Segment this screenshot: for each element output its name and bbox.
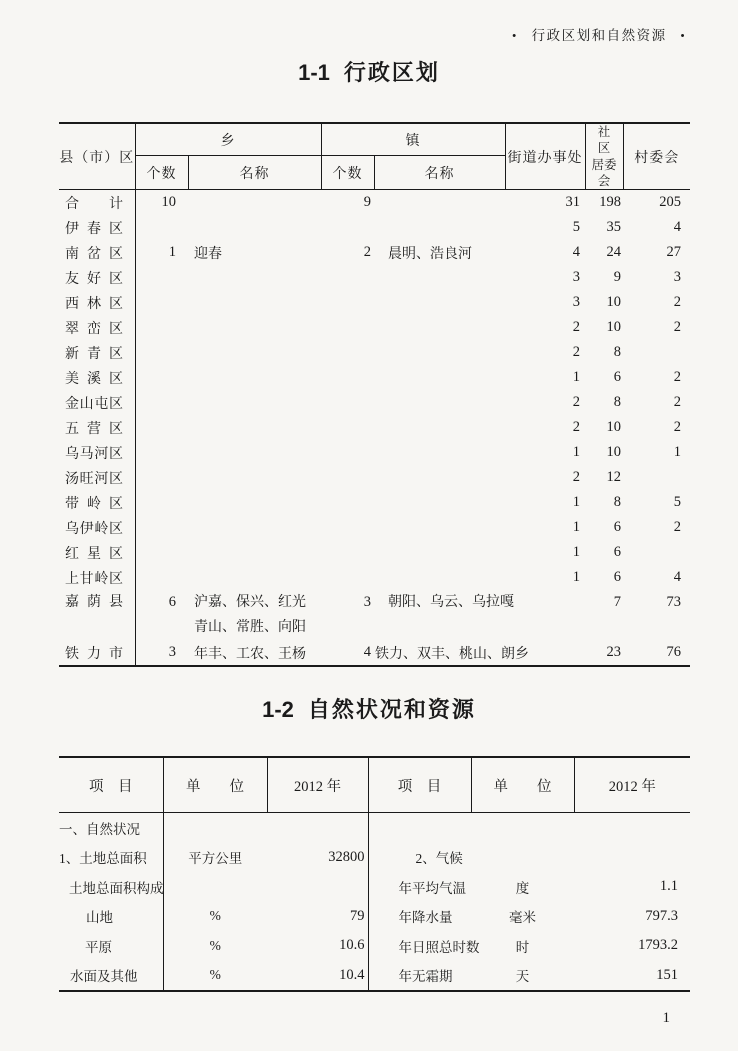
- unit-cell-left: 平方公里: [188, 851, 243, 867]
- xiang-count-cell: [135, 340, 188, 365]
- village-committees-cell: 5: [673, 494, 681, 510]
- street-offices-cell: 2: [572, 344, 580, 360]
- street-offices-cell: 2: [572, 319, 580, 335]
- region-cell: [59, 340, 135, 365]
- street-offices-cell: 1: [572, 444, 580, 460]
- table-row: [59, 961, 690, 992]
- community-committees-cell: 6: [613, 519, 621, 535]
- value-cell-right: 797.3: [645, 907, 678, 924]
- unit-cell-left: %: [209, 937, 221, 953]
- xiang-count-cell: 3: [168, 644, 176, 660]
- section-number: 1-1: [298, 60, 330, 85]
- zhen-names-cell: [374, 465, 505, 490]
- zhen-names-cell: [374, 515, 505, 540]
- community-committees-cell: 6: [613, 569, 621, 585]
- street-offices-cell: 3: [572, 294, 580, 310]
- section-title-1-1: [0, 56, 738, 87]
- street-offices-cell: 3: [572, 269, 580, 285]
- region-name: 红星区: [65, 546, 123, 562]
- running-head: [0, 24, 686, 44]
- value-cell-right: [574, 813, 690, 843]
- street-offices-cell: 1: [572, 544, 580, 560]
- region-cell: [59, 565, 135, 590]
- village-committees-cell: 4: [673, 569, 681, 585]
- zhen-names-cell: 铁力、双丰、桃山、朗乡: [375, 646, 529, 662]
- zhen-count-cell: [321, 365, 374, 390]
- xiang-names-cell: [188, 540, 321, 565]
- zhen-names-cell: [374, 265, 505, 290]
- col-header-year-right: 2012 年: [574, 757, 690, 813]
- village-committees-cell: 2: [673, 369, 681, 385]
- item-cell-right: 年平均气温: [398, 880, 466, 896]
- xiang-count-cell: [135, 490, 188, 515]
- xiang-count-cell: [135, 215, 188, 240]
- col-header-xiang-group: 乡: [135, 123, 321, 156]
- community-committees-cell: 7: [613, 594, 621, 610]
- region-name: 翠峦区: [65, 321, 123, 337]
- region-name: 美溪区: [65, 371, 123, 387]
- item-cell-left: 水面及其他: [59, 961, 163, 992]
- zhen-names-cell: [374, 365, 505, 390]
- community-committees-cell: 35: [606, 219, 621, 235]
- zhen-count-cell: [321, 415, 374, 440]
- zhen-count-cell: [321, 490, 374, 515]
- table-row: [59, 190, 690, 216]
- zhen-names-cell: [374, 565, 505, 590]
- xiang-count-cell: 6: [168, 594, 176, 610]
- value-cell-left: 10.4: [267, 961, 368, 992]
- zhen-names-cell: [374, 340, 505, 365]
- region-name: 金山屯区: [65, 396, 123, 412]
- region-name: 五营区: [65, 421, 123, 437]
- value-cell-left: [267, 813, 368, 843]
- village-committees-cell: 27: [666, 244, 681, 260]
- xiang-names-cell: [188, 365, 321, 390]
- region-cell: [59, 390, 135, 415]
- village-committees-cell: 2: [673, 419, 681, 435]
- community-committees-cell: 10: [606, 444, 621, 460]
- col-header-village-committees: 村委会: [623, 123, 690, 190]
- zhen-names-cell: 朝阳、乌云、乌拉嘎: [388, 595, 514, 610]
- village-committees-cell: [623, 340, 690, 365]
- table-row: [59, 843, 690, 873]
- region-name: 汤旺河区: [65, 471, 123, 487]
- col-header-unit-right: 单 位: [471, 757, 574, 813]
- region-cell: [59, 515, 135, 540]
- table-row: [59, 440, 690, 465]
- region-name: 上甘岭区: [65, 571, 123, 587]
- region-cell: [59, 265, 135, 290]
- unit-cell-left: [163, 813, 267, 843]
- table-row: [59, 813, 690, 843]
- street-offices-cell: 2: [572, 469, 580, 485]
- community-header-line1: 社 区: [597, 125, 623, 156]
- table-row: [59, 340, 690, 365]
- table-row: [59, 465, 690, 490]
- xiang-names-cell: [188, 415, 321, 440]
- zhen-count-cell: [321, 515, 374, 540]
- value-cell-left: [267, 872, 368, 902]
- village-committees-cell: 76: [666, 644, 681, 660]
- region-name: 乌马河区: [65, 446, 123, 462]
- xiang-count-cell: [135, 290, 188, 315]
- value-cell-right: 1.1: [659, 878, 678, 895]
- community-committees-cell: 8: [613, 344, 621, 360]
- xiang-names-cell: [188, 215, 321, 240]
- xiang-names-cell: [188, 340, 321, 365]
- right-dot-icon: •: [680, 30, 686, 42]
- village-committees-cell: 2: [673, 519, 681, 535]
- region-name: 铁力市: [65, 646, 123, 662]
- region-name: 友好区: [65, 271, 123, 287]
- zhen-names-cell: 晨明、浩良河: [388, 246, 472, 262]
- xiang-names-cell: [188, 190, 321, 216]
- xiang-count-cell: [135, 465, 188, 490]
- xiang-count-cell: [135, 565, 188, 590]
- table-row: [59, 590, 690, 640]
- region-name: 伊春区: [65, 221, 123, 237]
- zhen-count-cell: 2: [363, 244, 371, 260]
- xiang-count-cell: 1: [168, 244, 176, 260]
- village-committees-cell: 4: [673, 219, 681, 235]
- table-row: [59, 490, 690, 515]
- xiang-names-cell: [188, 565, 321, 590]
- region-cell: [59, 465, 135, 490]
- left-dot-icon: •: [512, 30, 518, 42]
- col-header-zhen-group: 镇: [321, 123, 505, 156]
- xiang-count-cell: [135, 265, 188, 290]
- community-committees-cell: 24: [606, 244, 621, 260]
- table-row: [59, 931, 690, 961]
- region-name: 新青区: [65, 346, 123, 362]
- region-name: 南岔区: [65, 246, 123, 262]
- region-cell: [59, 365, 135, 390]
- section-title-1-2: [0, 693, 738, 724]
- region-cell: [59, 315, 135, 340]
- section-number: 1-2: [262, 697, 294, 722]
- item-cell-left: 平原: [59, 931, 163, 961]
- col-header-street-offices: 街道办事处: [505, 123, 585, 190]
- street-offices-cell: [505, 590, 585, 640]
- item-cell-right: [368, 813, 471, 843]
- zhen-count-cell: [321, 390, 374, 415]
- village-committees-cell: 2: [673, 394, 681, 410]
- section-name: 自然状况和资源: [307, 697, 476, 722]
- zhen-names-cell: [374, 440, 505, 465]
- zhen-names-cell: [374, 540, 505, 565]
- col-header-year-left: 2012 年: [267, 757, 368, 813]
- unit-cell-left: %: [209, 967, 221, 983]
- region-name: 嘉荫县: [65, 595, 123, 610]
- unit-cell-right: 时: [515, 939, 530, 955]
- community-committees-cell: 6: [613, 544, 621, 560]
- zhen-count-cell: [321, 290, 374, 315]
- unit-cell-left: [163, 872, 267, 902]
- region-cell: [59, 415, 135, 440]
- community-committees-cell: 12: [606, 469, 621, 485]
- community-committees-cell: 23: [606, 644, 621, 660]
- zhen-count-cell: [321, 565, 374, 590]
- xiang-count-cell: [135, 540, 188, 565]
- table-row: [59, 415, 690, 440]
- village-committees-cell: [623, 540, 690, 565]
- value-cell-left: 10.6: [267, 931, 368, 961]
- village-committees-cell: [623, 465, 690, 490]
- item-cell-left: 一、自然状况: [59, 813, 163, 843]
- region-cell: [59, 490, 135, 515]
- col-header-xiang-names: 名称: [188, 156, 321, 190]
- col-header-zhen-names: 名称: [374, 156, 505, 190]
- xiang-count-cell: [135, 415, 188, 440]
- village-committees-cell: 3: [673, 269, 681, 285]
- community-committees-cell: 8: [613, 394, 621, 410]
- street-offices-cell: 1: [572, 519, 580, 535]
- section-name: 行政区划: [343, 60, 440, 85]
- table-row: [59, 290, 690, 315]
- street-offices-cell: 1: [572, 369, 580, 385]
- col-header-unit-left: 单 位: [163, 757, 267, 813]
- zhen-names-cell: [374, 315, 505, 340]
- page-number: 1: [662, 1010, 670, 1026]
- value-cell-right: 1793.2: [638, 937, 678, 954]
- zhen-count-cell: [321, 215, 374, 240]
- table-row: [59, 902, 690, 932]
- unit-cell-right: 毫米: [509, 910, 536, 926]
- xiang-count-cell: [135, 315, 188, 340]
- zhen-count-cell: [321, 265, 374, 290]
- table-row: [59, 640, 690, 666]
- zhen-names-cell: [374, 290, 505, 315]
- community-committees-cell: 10: [606, 419, 621, 435]
- region-cell: [59, 190, 135, 216]
- item-cell-left: 1、土地总面积: [59, 843, 163, 873]
- zhen-count-cell: [321, 540, 374, 565]
- table-row: [59, 540, 690, 565]
- unit-cell-right: 度: [515, 880, 530, 896]
- community-committees-cell: 9: [613, 269, 621, 285]
- zhen-count-cell: [321, 440, 374, 465]
- zhen-names-cell: [374, 490, 505, 515]
- table-row: [59, 390, 690, 415]
- xiang-names-cell: [188, 515, 321, 540]
- xiang-count-cell: [135, 440, 188, 465]
- region-cell: [59, 440, 135, 465]
- value-cell-right: 151: [656, 966, 678, 983]
- region-name: 带岭区: [65, 496, 123, 512]
- xiang-names-cell: [188, 490, 321, 515]
- xiang-count-cell: [135, 365, 188, 390]
- street-offices-cell: 2: [572, 419, 580, 435]
- region-name: 西林区: [65, 296, 123, 312]
- xiang-names-cell: [188, 265, 321, 290]
- zhen-count-cell: [321, 465, 374, 490]
- col-header-item-right: 项 目: [368, 757, 471, 813]
- region-cell: [59, 240, 135, 265]
- xiang-count-cell: [135, 515, 188, 540]
- table-row: [59, 365, 690, 390]
- table-row: [59, 565, 690, 590]
- value-cell-left: 79: [267, 902, 368, 932]
- region-cell: [59, 590, 135, 640]
- zhen-count-cell: 9: [363, 194, 371, 210]
- region-cell: [59, 215, 135, 240]
- table-row: [59, 515, 690, 540]
- zhen-count-cell: 3: [363, 594, 371, 610]
- street-offices-cell: 4: [572, 244, 580, 260]
- value-cell-left: 32800: [267, 843, 368, 873]
- street-offices-cell: 5: [572, 219, 580, 235]
- item-cell-right: 年无霜期: [398, 969, 453, 985]
- region-name: 乌伊岭区: [65, 521, 123, 537]
- xiang-count-cell: 10: [161, 194, 176, 210]
- street-offices-cell: 2: [572, 394, 580, 410]
- zhen-count-cell: [321, 340, 374, 365]
- village-committees-cell: 1: [673, 444, 681, 460]
- admin-divisions-table: [59, 122, 690, 667]
- street-offices-cell: 31: [565, 194, 580, 210]
- unit-cell-right: [471, 843, 574, 873]
- item-cell-left: 土地总面积构成: [59, 872, 163, 902]
- xiang-names-cell: [188, 465, 321, 490]
- col-header-community-committees: [585, 123, 623, 190]
- community-committees-cell: 6: [613, 369, 621, 385]
- street-offices-cell: 1: [572, 494, 580, 510]
- zhen-names-cell: [374, 415, 505, 440]
- xiang-names-cell: [188, 390, 321, 415]
- item-cell-left: 山地: [59, 902, 163, 932]
- table-row: [59, 265, 690, 290]
- region-cell: [59, 640, 135, 666]
- community-header-line2: 居委会: [591, 157, 617, 188]
- item-cell-right: 年日照总时数: [398, 939, 480, 955]
- zhen-count-cell: 4: [363, 644, 371, 660]
- value-cell-right: [574, 843, 690, 873]
- zhen-names-cell: [374, 190, 505, 216]
- item-cell-right: 年降水量: [398, 910, 453, 926]
- street-offices-cell: 1: [572, 569, 580, 585]
- unit-cell-left: %: [209, 908, 221, 924]
- running-head-text: 行政区划和自然资源: [531, 28, 667, 43]
- village-committees-cell: 205: [659, 194, 681, 210]
- community-committees-cell: 8: [613, 494, 621, 510]
- item-cell-right: 2、气候: [415, 851, 463, 867]
- xiang-count-cell: [135, 390, 188, 415]
- community-committees-cell: 198: [599, 194, 621, 210]
- village-committees-cell: 2: [673, 294, 681, 310]
- zhen-names-cell: [374, 215, 505, 240]
- table-row: [59, 315, 690, 340]
- table-row: [59, 240, 690, 265]
- xiang-names-cell: 沪嘉、保兴、红光 青山、常胜、向阳: [194, 595, 306, 635]
- community-committees-cell: 10: [606, 319, 621, 335]
- col-header-region: 县（市）区: [59, 123, 135, 190]
- table-row: [59, 872, 690, 902]
- region-cell: [59, 290, 135, 315]
- col-header-zhen-count: 个数: [321, 156, 374, 190]
- unit-cell-right: 天: [515, 969, 530, 985]
- xiang-names-cell: 年丰、工农、王杨: [194, 646, 306, 662]
- col-header-xiang-count: 个数: [135, 156, 188, 190]
- xiang-names-cell: [188, 315, 321, 340]
- xiang-names-cell: [188, 290, 321, 315]
- community-committees-cell: 10: [606, 294, 621, 310]
- table-row: [59, 215, 690, 240]
- village-committees-cell: 73: [666, 594, 681, 610]
- region-name: 合计: [65, 196, 123, 212]
- unit-cell-right: [471, 813, 574, 843]
- zhen-count-cell: [321, 315, 374, 340]
- col-header-item-left: 项 目: [59, 757, 163, 813]
- xiang-names-cell: 迎春: [194, 246, 222, 262]
- natural-conditions-table: [59, 756, 690, 992]
- xiang-names-cell: [188, 440, 321, 465]
- village-committees-cell: 2: [673, 319, 681, 335]
- zhen-names-cell: [374, 390, 505, 415]
- region-cell: [59, 540, 135, 565]
